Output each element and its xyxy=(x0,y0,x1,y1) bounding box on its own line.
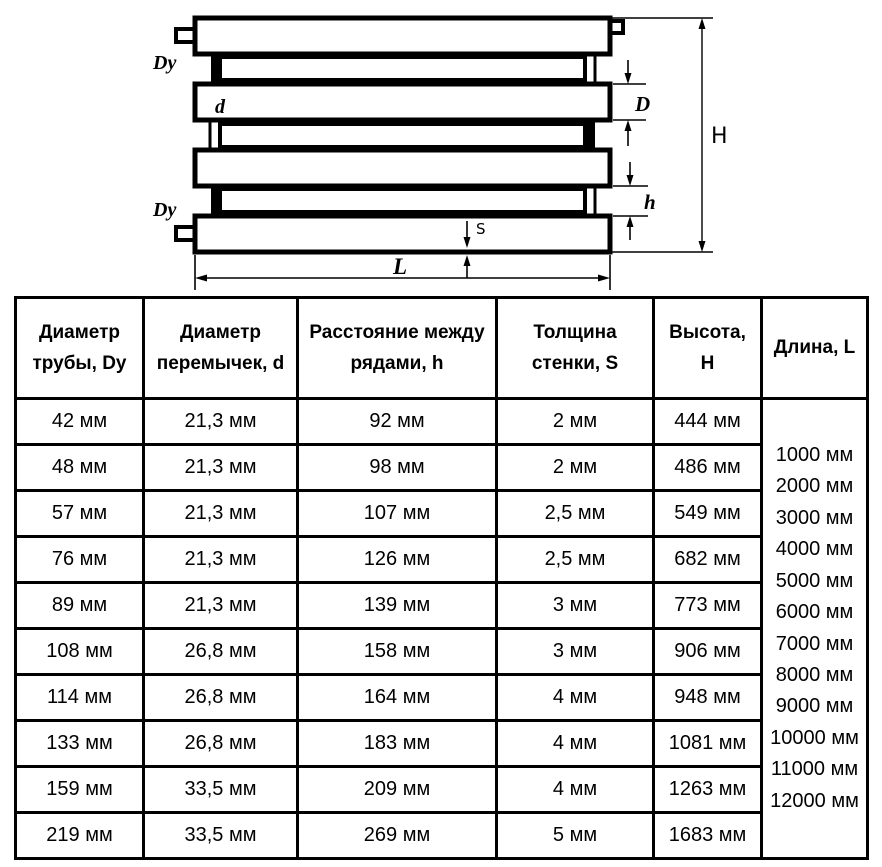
cell: 209 мм xyxy=(298,767,497,813)
cell: 158 мм xyxy=(298,629,497,675)
cell: 126 мм xyxy=(298,537,497,583)
cell: 1081 мм xyxy=(654,721,762,767)
length-value: 2000 мм xyxy=(775,475,854,498)
length-value: 6000 мм xyxy=(775,601,854,624)
cell: 33,5 мм xyxy=(144,813,298,859)
register-diagram xyxy=(0,0,882,296)
length-value: 1000 мм xyxy=(775,444,854,467)
cell: 21,3 мм xyxy=(144,445,298,491)
cell: 21,3 мм xyxy=(144,491,298,537)
cell: 549 мм xyxy=(654,491,762,537)
header-pipe-diameter: Диаметр трубы, Dy xyxy=(16,298,144,399)
cell: 21,3 мм xyxy=(144,399,298,445)
label-D: D xyxy=(635,92,651,116)
length-values-cell xyxy=(762,399,868,859)
cell: 164 мм xyxy=(298,675,497,721)
dimensions-table xyxy=(14,296,869,860)
cell: 92 мм xyxy=(298,399,497,445)
cell: 26,8 мм xyxy=(144,675,298,721)
header-length: Длина, L xyxy=(762,298,868,399)
length-value: 7000 мм xyxy=(775,632,854,655)
cell: 183 мм xyxy=(298,721,497,767)
table-header xyxy=(16,298,868,399)
cell: 5 мм xyxy=(497,813,654,859)
header-height: Высота, H xyxy=(654,298,762,399)
length-value: 3000 мм xyxy=(775,506,854,529)
cell: 33,5 мм xyxy=(144,767,298,813)
pipe-row-5 xyxy=(195,150,610,186)
length-value: 8000 мм xyxy=(775,663,854,686)
cell: 139 мм xyxy=(298,583,497,629)
cell: 26,8 мм xyxy=(144,629,298,675)
cell: 1683 мм xyxy=(654,813,762,859)
header-row xyxy=(16,298,868,399)
cell: 98 мм xyxy=(298,445,497,491)
cell: 57 мм xyxy=(16,491,144,537)
cell: 4 мм xyxy=(497,767,654,813)
label-S: S xyxy=(476,220,486,238)
cell: 486 мм xyxy=(654,445,762,491)
cell: 3 мм xyxy=(497,629,654,675)
table-body xyxy=(16,399,868,859)
cell: 21,3 мм xyxy=(144,583,298,629)
table-row xyxy=(16,491,868,537)
cell: 26,8 мм xyxy=(144,721,298,767)
cell: 42 мм xyxy=(16,399,144,445)
label-dy-bottom: Dy xyxy=(153,199,177,221)
header-jumper-diameter: Диаметр перемычек, d xyxy=(144,298,298,399)
table-row xyxy=(16,537,868,583)
cell: 89 мм xyxy=(16,583,144,629)
table-row xyxy=(16,583,868,629)
cell: 1263 мм xyxy=(654,767,762,813)
cell: 773 мм xyxy=(654,583,762,629)
cell: 2,5 мм xyxy=(497,537,654,583)
label-L: L xyxy=(392,254,408,279)
cell: 2,5 мм xyxy=(497,491,654,537)
cell: 269 мм xyxy=(298,813,497,859)
cell: 48 мм xyxy=(16,445,144,491)
length-value: 11000 мм xyxy=(770,758,859,781)
header-wall-thickness: Толщина стенки, S xyxy=(497,298,654,399)
cell: 108 мм xyxy=(16,629,144,675)
pipe-row-1 xyxy=(195,18,610,54)
cell: 444 мм xyxy=(654,399,762,445)
label-h: h xyxy=(644,190,656,214)
cell: 4 мм xyxy=(497,721,654,767)
cell: 2 мм xyxy=(497,399,654,445)
pipe-row-7 xyxy=(195,216,610,252)
cell: 159 мм xyxy=(16,767,144,813)
table-row xyxy=(16,399,868,445)
length-value: 5000 мм xyxy=(775,569,854,592)
table-row xyxy=(16,767,868,813)
dim-H xyxy=(612,18,713,252)
cell: 76 мм xyxy=(16,537,144,583)
table-row xyxy=(16,629,868,675)
cell: 906 мм xyxy=(654,629,762,675)
cell: 948 мм xyxy=(654,675,762,721)
cell: 133 мм xyxy=(16,721,144,767)
length-value: 4000 мм xyxy=(775,538,854,561)
pipe-row-3 xyxy=(195,84,610,120)
pipe-row-6 xyxy=(220,189,585,212)
cell: 114 мм xyxy=(16,675,144,721)
table-row xyxy=(16,813,868,859)
table-row xyxy=(16,721,868,767)
length-value: 9000 мм xyxy=(775,695,854,718)
length-value: 12000 мм xyxy=(770,789,859,812)
label-dy-top: Dy xyxy=(153,52,177,74)
length-value: 10000 мм xyxy=(770,726,859,749)
dim-h xyxy=(613,162,648,240)
cell: 107 мм xyxy=(298,491,497,537)
cell: 4 мм xyxy=(497,675,654,721)
cell: 3 мм xyxy=(497,583,654,629)
cell: 2 мм xyxy=(497,445,654,491)
cell: 682 мм xyxy=(654,537,762,583)
table-row xyxy=(16,445,868,491)
header-row-spacing: Расстояние между рядами, h xyxy=(298,298,497,399)
pipe-row-4 xyxy=(220,124,585,147)
label-d: d xyxy=(215,96,225,118)
cell: 219 мм xyxy=(16,813,144,859)
cell: 21,3 мм xyxy=(144,537,298,583)
table-row xyxy=(16,675,868,721)
label-H: H xyxy=(711,124,728,149)
pipe-row-2 xyxy=(220,57,585,80)
